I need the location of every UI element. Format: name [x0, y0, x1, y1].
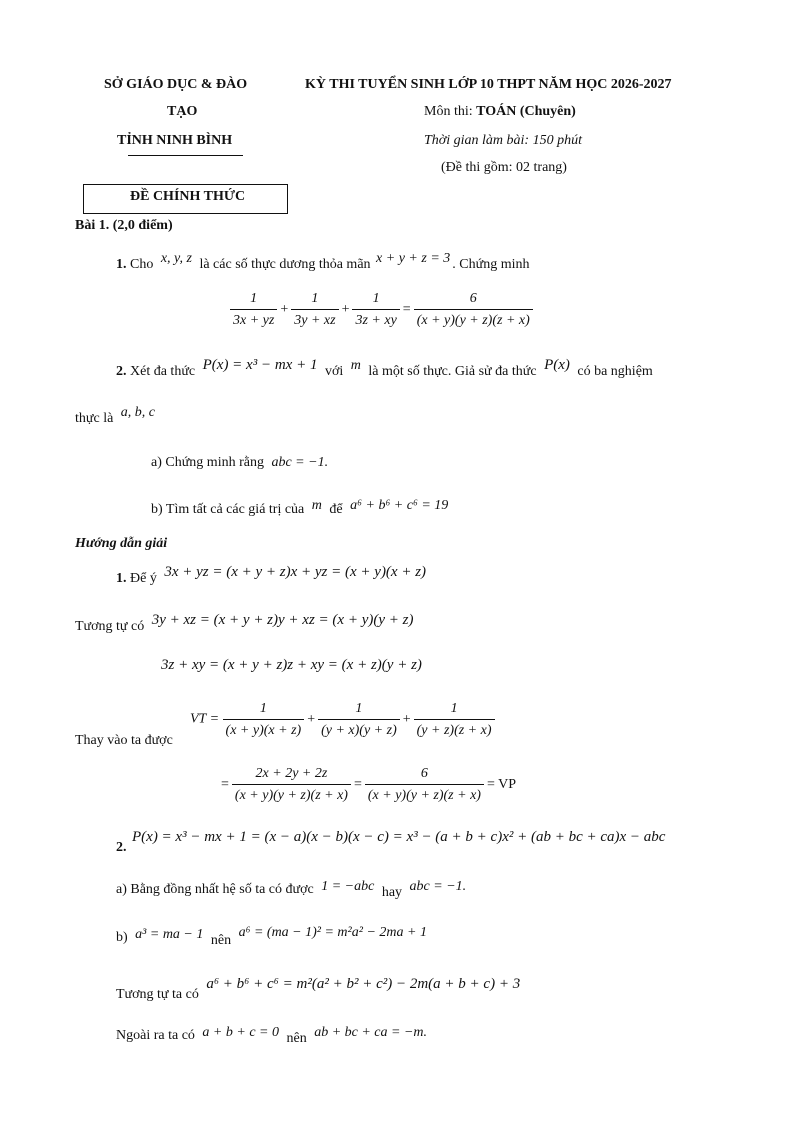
part2b-m: m	[311, 498, 322, 513]
part1-text-b: là các số thực dương thỏa mãn	[199, 257, 371, 272]
solution-heading: Hướng dẫn giải	[75, 536, 168, 551]
part2b-text-b: để	[329, 502, 343, 517]
solution1-similar: Tương tự có	[75, 619, 145, 634]
vt-equation: VT = $\frac{1}{(x + y)(x + z)}$ + $\frac{1}{(y + x)(y + z)}$ + $\frac{1}{(y + z)(z + x)}$	[190, 700, 495, 739]
eq1-fraction-1: $\frac{1}{3x + yz}$	[230, 290, 277, 329]
subject-prefix: Môn thi:	[424, 104, 477, 119]
part1-text-a: Cho	[130, 257, 154, 272]
exam-title: KỲ THI TUYỂN SINH LỚP 10 THPT NĂM HỌC 2026-2027	[305, 77, 672, 92]
solution2b-label: b)	[116, 930, 128, 945]
solution2-number: 2.	[116, 840, 127, 855]
vt-fraction-1: $\frac{1}{(x + y)(x + z)}$	[223, 700, 305, 739]
solution1-line1	[116, 564, 427, 587]
solution2b-similar: Tương tự ta có	[116, 987, 199, 1002]
dept-name-line2: TẠO	[167, 104, 198, 119]
solution2b-eq3: a⁶ + b⁶ + c⁶ = m²(a² + b² + c²) − 2m(a + b + c) + 3	[206, 976, 521, 992]
part2-text-b: với	[324, 364, 344, 379]
solution1-eq1: 3x + yz = (x + y + z)x + yz = (x + y)(x + z)	[164, 564, 427, 580]
solution2b-eq2: a⁶ = (ma − 1)² = m²a² − 2ma + 1	[238, 925, 427, 940]
exam-duration: Thời gian làm bài: 150 phút	[424, 133, 582, 148]
vt-equation-line2: = $\frac{2x + 2y + 2z}{(x + y)(y + z)(z + x)}$ = $\frac{6}{(x + y)(y + z)(z + x)}$ = VP	[218, 765, 519, 804]
solution2-eq: P(x) = x³ − mx + 1 = (x − a)(x − b)(x − c) = x³ − (a + b + c)x² + (ab + bc + ca)x − abc	[132, 829, 666, 845]
vt-fraction-2: $\frac{1}{(y + x)(y + z)}$	[318, 700, 400, 739]
part2-m: m	[350, 358, 361, 373]
solution2b-line3	[116, 1025, 428, 1046]
solution2-line	[116, 829, 666, 855]
solution1-subst-label: Thay vào ta được	[75, 733, 173, 748]
solution2b-eq1: a³ = ma − 1	[135, 927, 204, 942]
province-underline	[128, 155, 243, 156]
subject-name: TOÁN (Chuyên)	[476, 104, 576, 119]
exam-pages: (Đề thi gồm: 02 trang)	[441, 160, 567, 175]
l2-fraction-2: $\frac{6}{(x + y)(y + z)(z + x)}$	[365, 765, 484, 804]
solution2b-more: Ngoài ra ta có	[116, 1028, 195, 1043]
part1-vars: x, y, z	[160, 251, 192, 266]
solution2a-eq2: abc = −1.	[409, 879, 467, 894]
eq1-fraction-2: $\frac{1}{3y + xz}$	[291, 290, 338, 329]
vt-label: VT =	[190, 711, 220, 727]
problem1-heading: Bài 1. (2,0 điểm)	[75, 218, 173, 233]
province-name: TỈNH NINH BÌNH	[117, 133, 233, 148]
l2-fraction-1: $\frac{2x + 2y + 2z}{(x + y)(y + z)(z + x)}$	[232, 765, 351, 804]
part2b-eq: a⁶ + b⁶ + c⁶ = 19	[350, 498, 449, 513]
problem1-part2-statement	[116, 357, 653, 380]
part2a-text: a) Chứng minh rằng	[151, 455, 264, 470]
solution2a-hay: hay	[381, 885, 403, 900]
part1-number: 1.	[116, 257, 127, 272]
solution2b-eq5: ab + bc + ca = −m.	[314, 1025, 428, 1040]
part2-text-e: thực là	[75, 411, 114, 426]
solution2b-line2	[116, 976, 521, 1002]
part2-text-a: Xét đa thức	[130, 364, 196, 379]
solution2a-eq1: 1 = −abc	[321, 879, 375, 894]
part2b-statement	[151, 498, 452, 518]
solution2b-nen2: nên	[286, 1031, 307, 1046]
solution2b-nen: nên	[210, 933, 232, 948]
solution2b-line1	[116, 925, 427, 948]
solution1-text: Để ý	[130, 571, 157, 586]
part2-number: 2.	[116, 364, 127, 379]
problem1-equation: $\frac{1}{3x + yz}$ + $\frac{1}{3y + xz}$ + $\frac{1}{3z + xy}$ = $\frac{6}{(x + y)(y + z)(z + x)}$	[230, 290, 533, 329]
part2a-statement	[151, 455, 328, 471]
eq1-fraction-3: $\frac{1}{3z + xy}$	[352, 290, 399, 329]
part2-polynomial: P(x) = x³ − mx + 1	[202, 357, 318, 373]
part2-text-c: là một số thực. Giả sử đa thức	[368, 364, 537, 379]
solution1-eq3: 3z + xy = (x + y + z)z + xy = (x + z)(y + z)	[161, 657, 422, 673]
official-label: ĐỀ CHÍNH THỨC	[130, 189, 246, 204]
part2-roots: a, b, c	[120, 405, 156, 420]
problem1-part2-continuation	[75, 405, 159, 427]
part1-text-c: . Chứng minh	[452, 257, 530, 272]
problem1-part1-statement	[116, 251, 530, 273]
part2-px: P(x)	[544, 357, 570, 373]
solution1-eq2: 3y + xz = (x + y + z)y + xz = (x + y)(y + z)	[151, 612, 414, 628]
part2a-eq: abc = −1.	[271, 455, 329, 470]
exam-subject	[424, 104, 576, 120]
solution2b-eq4: a + b + c = 0	[202, 1025, 279, 1040]
vp-label: = VP	[486, 776, 517, 792]
solution1-number: 1.	[116, 571, 127, 586]
dept-name-line1: SỞ GIÁO DỤC & ĐÀO	[104, 77, 248, 92]
solution1-line2	[75, 612, 414, 635]
eq1-fraction-rhs: $\frac{6}{(x + y)(y + z)(z + x)}$	[414, 290, 533, 329]
vt-fraction-3: $\frac{1}{(y + z)(z + x)}$	[414, 700, 495, 739]
part2-text-d: có ba nghiệm	[577, 364, 653, 379]
solution2a-line	[116, 879, 467, 900]
part2b-text-a: b) Tìm tất cả các giá trị của	[151, 502, 305, 517]
part1-condition: x + y + z = 3	[376, 251, 451, 266]
solution2a-text: a) Bằng đồng nhất hệ số ta có được	[116, 882, 314, 897]
